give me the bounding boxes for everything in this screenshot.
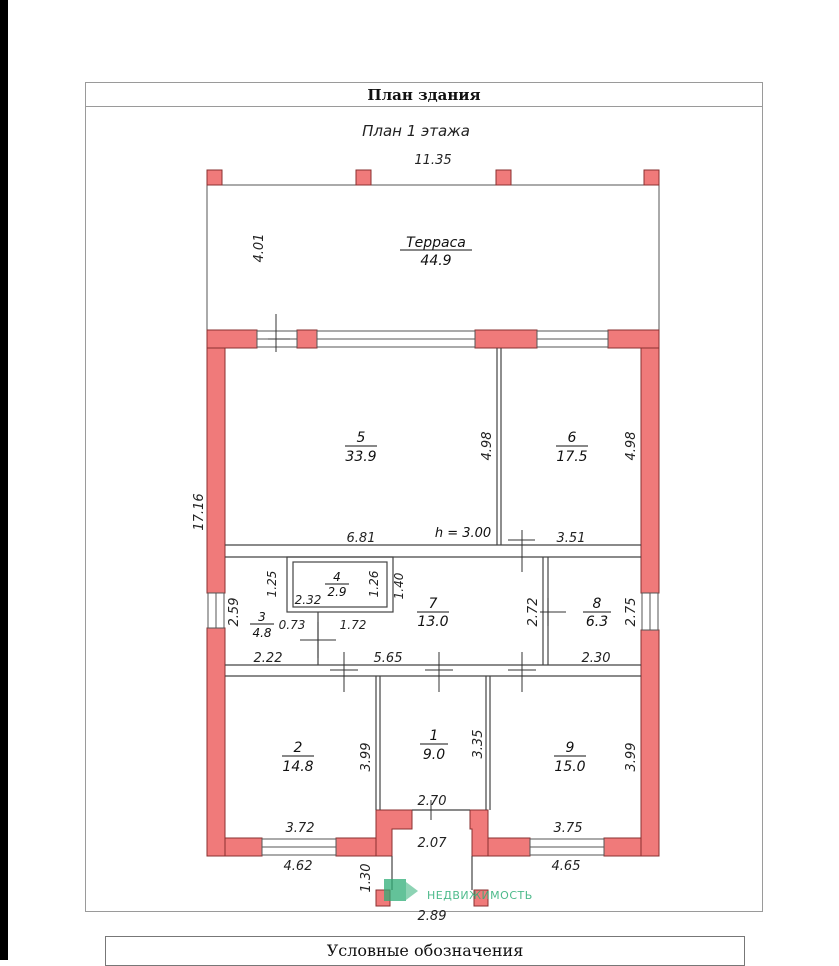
dim-room6-height: 4.98 bbox=[624, 431, 639, 461]
watermark-logo-icon bbox=[383, 878, 419, 904]
watermark-text: НЕДВИЖИМОСТЬ bbox=[427, 889, 533, 902]
room-label-2-name: 2 bbox=[293, 740, 303, 756]
dim-corridor-172: 1.72 bbox=[339, 618, 367, 632]
dim-room7-height: 2.72 bbox=[526, 597, 541, 627]
dim-porch-width: 2.89 bbox=[417, 909, 447, 924]
dim-room8-width: 2.30 bbox=[581, 651, 611, 666]
dim-porch-depth: 1.30 bbox=[359, 863, 374, 893]
dim-porch-inner: 2.07 bbox=[417, 836, 447, 851]
dim-room5-width: 6.81 bbox=[346, 531, 376, 546]
dim-top-width: 11.35 bbox=[414, 153, 452, 168]
ceiling-height-label: h = 3.00 bbox=[434, 526, 492, 541]
room-label-4-name: 4 bbox=[333, 570, 341, 584]
room-label-terrace-name: Терраса bbox=[406, 235, 466, 251]
room-label-7-area: 13.0 bbox=[417, 614, 449, 630]
room-label-8-area: 6.3 bbox=[585, 614, 609, 630]
dim-room9-height: 3.99 bbox=[624, 742, 639, 772]
legend-title: Условные обозначения bbox=[105, 936, 745, 966]
room-label-9-area: 15.0 bbox=[554, 759, 586, 775]
dim-room3-073: 0.73 bbox=[278, 618, 306, 632]
room-label-1-area: 9.0 bbox=[422, 747, 446, 763]
dim-room3-height: 2.59 bbox=[227, 597, 242, 627]
dim-room5-height: 4.98 bbox=[480, 431, 495, 461]
dim-room4-width: 2.32 bbox=[294, 593, 322, 607]
room-label-5-name: 5 bbox=[356, 430, 366, 446]
room-label-2-area: 14.8 bbox=[282, 759, 314, 775]
room-label-6-area: 17.5 bbox=[556, 449, 588, 465]
room-label-7-name: 7 bbox=[428, 596, 438, 612]
room-label-3-area: 4.8 bbox=[252, 626, 272, 640]
dim-room9-width: 3.75 bbox=[553, 821, 583, 836]
sheet-title: План здания bbox=[85, 82, 763, 107]
dim-room4-height: 1.26 bbox=[367, 570, 381, 598]
dim-room8-height: 2.75 bbox=[624, 597, 639, 627]
dim-room1-height: 3.35 bbox=[471, 729, 486, 759]
dim-room1-width: 2.70 bbox=[417, 794, 447, 809]
dim-room3-top: 1.25 bbox=[265, 570, 279, 598]
room-label-terrace-area: 44.9 bbox=[420, 253, 452, 269]
room-label-1-name: 1 bbox=[429, 728, 439, 744]
dim-room6-width: 3.51 bbox=[556, 531, 586, 546]
room-label-4-area: 2.9 bbox=[327, 585, 347, 599]
dim-left-outer: 4.62 bbox=[283, 859, 313, 874]
dim-right-outer: 4.65 bbox=[551, 859, 581, 874]
dim-terrace-depth: 4.01 bbox=[252, 233, 267, 263]
room-label-5-area: 33.9 bbox=[345, 449, 377, 465]
room-label-9-name: 9 bbox=[565, 740, 575, 756]
door-markers bbox=[268, 314, 566, 820]
plan-title: План 1 этажа bbox=[362, 122, 470, 140]
room-label-8-name: 8 bbox=[592, 596, 602, 612]
dim-corridor-140: 1.40 bbox=[392, 572, 406, 600]
dim-room2-height: 3.99 bbox=[359, 742, 374, 772]
dim-overall-depth: 17.16 bbox=[192, 493, 207, 531]
room-label-6-name: 6 bbox=[567, 430, 577, 446]
terrace-posts bbox=[207, 170, 659, 185]
dim-room2-width: 3.72 bbox=[285, 821, 315, 836]
room-label-3-name: 3 bbox=[258, 610, 266, 624]
dim-room7-width: 5.65 bbox=[373, 651, 403, 666]
dim-room3-width: 2.22 bbox=[253, 651, 283, 666]
room-labels bbox=[250, 235, 611, 775]
